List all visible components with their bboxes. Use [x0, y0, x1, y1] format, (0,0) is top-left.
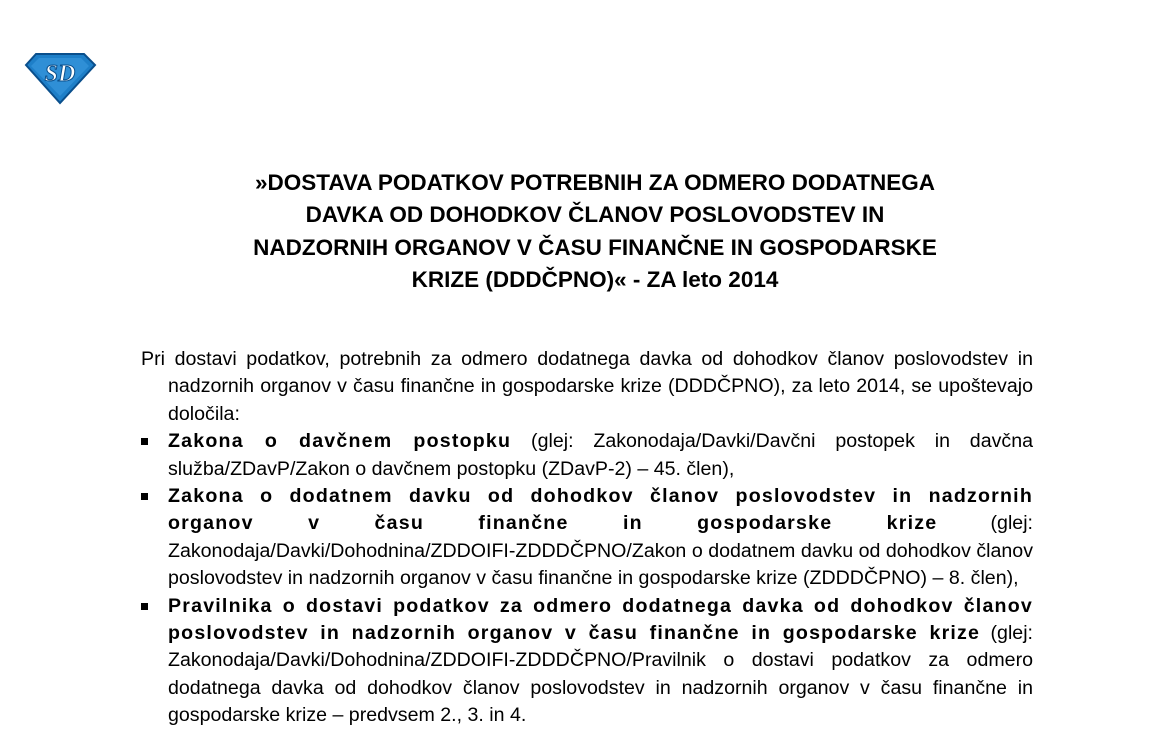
document-body — [141, 346, 1033, 730]
square-bullet-icon — [141, 493, 148, 500]
list-item — [141, 428, 1033, 483]
square-bullet-icon — [141, 603, 148, 610]
law-reference: (glej: Zakonodaja/Davki/Davčni postopek in davčna služba/ZDavP/Zakon o davčnem postopku (ZDavP-2) – 45. člen), — [168, 430, 1033, 480]
law-name: Zakona o davčnem postopku — [168, 430, 512, 453]
law-name: Zakona o dodatnem davku od dohodkov članov poslovodstev in nadzornih organov v času finančne in gospodarske krize — [168, 485, 1033, 535]
document-title — [0, 167, 1157, 296]
title-line-3: NADZORNIH ORGANOV V ČASU FINANČNE IN GOSPODARSKE — [253, 234, 937, 260]
square-bullet-icon — [141, 438, 148, 445]
law-name: Pravilnika o dostavi podatkov za odmero dodatnega davka od dohodkov članov poslovodstev in nadzornih organov v času finančne in gospodarske krize — [168, 594, 1033, 645]
intro-paragraph: Pri dostavi podatkov, potrebnih za odmero dodatnega davka od dohodkov članov poslovodstev in nadzornih organov v času finančne in gospodarske krize (DDDČPNO), za leto 2014, se upoštevajo določila: — [141, 348, 1033, 425]
sd-logo — [22, 51, 98, 105]
title-line-4: KRIZE (DDDČPNO)« - ZA leto 2014 — [411, 266, 779, 292]
sd-shield-logo-icon — [22, 51, 98, 105]
title-line-2: DAVKA OD DOHODKOV ČLANOV POSLOVODSTEV IN — [305, 202, 885, 228]
title-line-1: »DOSTAVA PODATKOV POTREBNIH ZA ODMERO DODATNEGA — [254, 170, 935, 195]
logo-text: SD — [44, 61, 76, 87]
legal-references-list — [141, 428, 1033, 729]
law-reference: (glej: Zakonodaja/Davki/Dohodnina/ZDDOIFI-ZDDDČPNO/Zakon o dodatnem davku od dohodkov članov poslovodstev in nadzornih organov v času finančne in gospodarske krize (ZDDDČPNO) – 8. člen), — [168, 512, 1033, 590]
list-item — [141, 593, 1033, 730]
law-reference: (glej: Zakonodaja/Davki/Dohodnina/ZDDOIFI-ZDDDČPNO/Pravilnik o dostavi podatkov za odmero dodatnega davka od dohodkov članov poslovodstev in nadzornih organov v času finančne in gospodarske krize – predvsem 2., 3. in 4. — [168, 622, 1033, 727]
list-item — [141, 483, 1033, 593]
